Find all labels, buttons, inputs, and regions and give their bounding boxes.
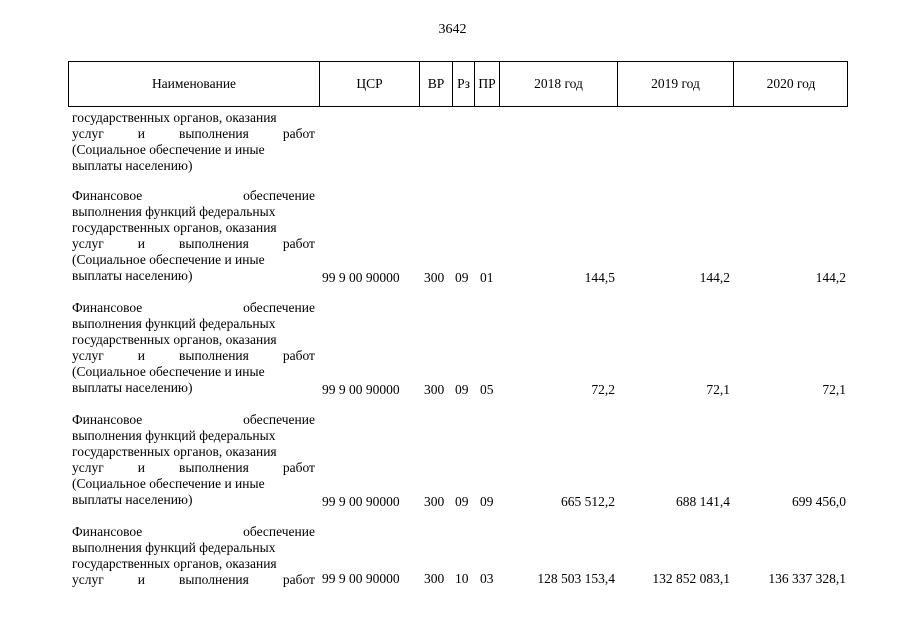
row-description xyxy=(72,188,315,284)
desc-word: выплаты населению) xyxy=(72,158,193,173)
cell-2020: 72,1 xyxy=(822,382,846,397)
desc-line xyxy=(72,492,315,508)
cell-rz: 09 xyxy=(455,494,469,509)
desc-word: государственных органов, оказания xyxy=(72,220,277,235)
cell-rz: 09 xyxy=(455,382,469,397)
desc-word: и xyxy=(137,460,146,475)
desc-line xyxy=(72,540,315,556)
desc-word: выполнения функций федеральных xyxy=(72,316,276,331)
desc-word: обеспечение xyxy=(243,524,315,539)
desc-line xyxy=(72,412,315,428)
desc-word: выполнения xyxy=(179,348,249,363)
desc-line xyxy=(72,252,315,268)
cell-csr: 99 9 00 90000 xyxy=(322,270,400,285)
desc-word: обеспечение xyxy=(243,188,315,203)
table-row xyxy=(72,412,848,510)
desc-line xyxy=(72,204,315,220)
desc-word: выполнения xyxy=(179,126,249,141)
table-row xyxy=(72,524,848,590)
cell-2019: 72,1 xyxy=(706,382,730,397)
cell-csr: 99 9 00 90000 xyxy=(322,382,400,397)
desc-line xyxy=(72,556,315,572)
header-2019: 2019 год xyxy=(617,62,733,106)
cell-2020: 136 337 328,1 xyxy=(768,571,846,586)
cell-rz: 09 xyxy=(455,270,469,285)
header-csr: ЦСР xyxy=(319,62,419,106)
desc-line xyxy=(72,110,315,126)
header-name: Наименование xyxy=(151,76,237,91)
cell-2018: 128 503 153,4 xyxy=(537,571,615,586)
cell-vr: 300 xyxy=(424,270,445,285)
cell-2019: 132 852 083,1 xyxy=(652,571,730,586)
cell-vr: 300 xyxy=(424,571,445,586)
desc-word: (Социальное обеспечение и иные xyxy=(72,142,265,157)
desc-word: работ xyxy=(282,348,315,363)
desc-word: (Социальное обеспечение и иные xyxy=(72,476,265,491)
desc-word: государственных органов, оказания xyxy=(72,556,277,571)
desc-word: Финансовое xyxy=(72,524,143,539)
cell-pr: 09 xyxy=(480,494,494,509)
desc-line xyxy=(72,572,315,588)
desc-line xyxy=(72,236,315,252)
desc-word: государственных органов, оказания xyxy=(72,444,277,459)
header-2018: 2018 год xyxy=(499,62,617,106)
desc-word: и xyxy=(137,126,146,141)
desc-word: (Социальное обеспечение и иные xyxy=(72,364,265,379)
desc-line xyxy=(72,126,315,142)
desc-word: услуг xyxy=(72,236,104,251)
desc-word: выполнения xyxy=(179,460,249,475)
row-description xyxy=(72,412,315,508)
table-header xyxy=(68,61,848,107)
desc-line xyxy=(72,380,315,396)
cell-pr: 05 xyxy=(480,382,494,397)
header-2020: 2020 год xyxy=(733,62,848,106)
cell-vr: 300 xyxy=(424,494,445,509)
desc-word: и xyxy=(137,572,146,587)
desc-line xyxy=(72,524,315,540)
desc-word: государственных органов, оказания xyxy=(72,110,277,125)
desc-line xyxy=(72,460,315,476)
desc-word: услуг xyxy=(72,348,104,363)
desc-word: услуг xyxy=(72,126,104,141)
desc-word: работ xyxy=(282,572,315,587)
cell-vr: 300 xyxy=(424,382,445,397)
row-description xyxy=(72,110,315,174)
desc-word: Финансовое xyxy=(72,412,143,427)
desc-line xyxy=(72,142,315,158)
desc-word: и xyxy=(137,348,146,363)
desc-line xyxy=(72,316,315,332)
desc-line xyxy=(72,348,315,364)
cell-2018: 665 512,2 xyxy=(561,494,615,509)
desc-line xyxy=(72,428,315,444)
desc-word: услуг xyxy=(72,572,104,587)
desc-word: работ xyxy=(282,126,315,141)
cell-csr: 99 9 00 90000 xyxy=(322,494,400,509)
header-vr: ВР xyxy=(419,62,452,106)
desc-word: выплаты населению) xyxy=(72,268,193,283)
desc-line xyxy=(72,476,315,492)
desc-word: выплаты населению) xyxy=(72,380,193,395)
desc-word: услуг xyxy=(72,460,104,475)
desc-line xyxy=(72,188,315,204)
desc-word: обеспечение xyxy=(243,300,315,315)
desc-line xyxy=(72,364,315,380)
desc-word: обеспечение xyxy=(243,412,315,427)
desc-word: выполнения xyxy=(179,236,249,251)
desc-word: Финансовое xyxy=(72,188,143,203)
table-row xyxy=(72,188,848,286)
desc-word: выплаты населению) xyxy=(72,492,193,507)
desc-word: работ xyxy=(282,460,315,475)
desc-line xyxy=(72,220,315,236)
row-description xyxy=(72,524,315,588)
desc-word: работ xyxy=(282,236,315,251)
desc-line xyxy=(72,444,315,460)
desc-word: выполнения функций федеральных xyxy=(72,204,276,219)
desc-line xyxy=(72,332,315,348)
desc-word: выполнения функций федеральных xyxy=(72,428,276,443)
page-number: 3642 xyxy=(438,22,467,37)
cell-2018: 144,5 xyxy=(584,270,615,285)
cell-2018: 72,2 xyxy=(591,382,615,397)
header-rz: Рз xyxy=(452,62,474,106)
table-row-continuation xyxy=(72,110,848,176)
desc-word: Финансовое xyxy=(72,300,143,315)
desc-line xyxy=(72,268,315,284)
desc-line xyxy=(72,158,315,174)
cell-2020: 144,2 xyxy=(815,270,846,285)
cell-rz: 10 xyxy=(455,571,469,586)
cell-csr: 99 9 00 90000 xyxy=(322,571,400,586)
header-pr: ПР xyxy=(474,62,499,106)
cell-pr: 01 xyxy=(480,270,494,285)
cell-2019: 144,2 xyxy=(699,270,730,285)
table-row xyxy=(72,300,848,398)
desc-word: государственных органов, оказания xyxy=(72,332,277,347)
cell-2019: 688 141,4 xyxy=(676,494,730,509)
row-description xyxy=(72,300,315,396)
cell-2020: 699 456,0 xyxy=(792,494,846,509)
desc-word: и xyxy=(137,236,146,251)
cell-pr: 03 xyxy=(480,571,494,586)
desc-word: (Социальное обеспечение и иные xyxy=(72,252,265,267)
desc-word: выполнения функций федеральных xyxy=(72,540,276,555)
desc-word: выполнения xyxy=(179,572,249,587)
desc-line xyxy=(72,300,315,316)
